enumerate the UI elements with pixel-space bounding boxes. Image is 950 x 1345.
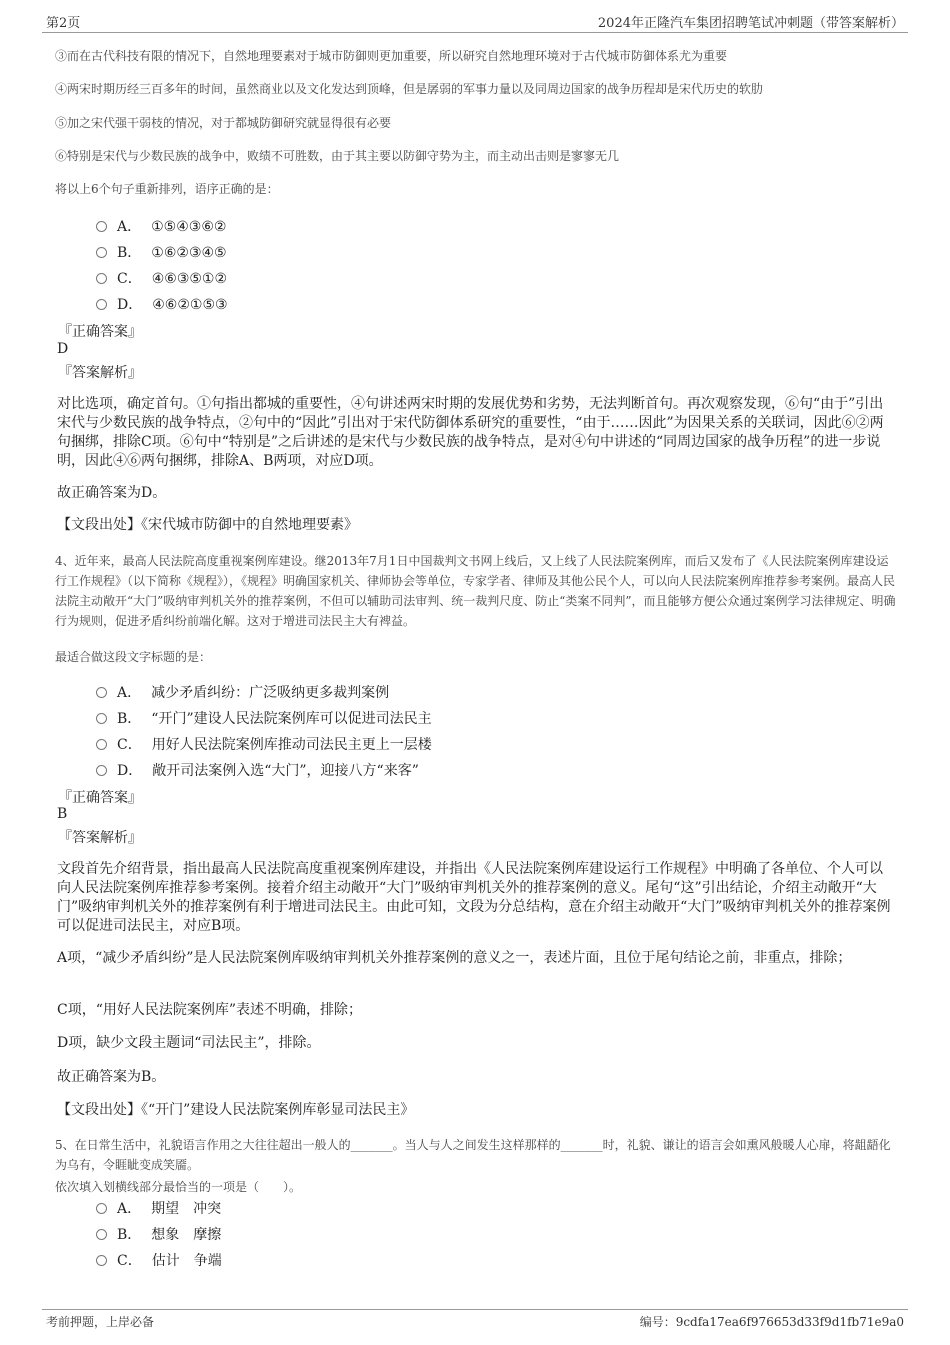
radio-icon[interactable] [96, 739, 107, 750]
q5-stem: 5、在日常生活中，礼貌语言作用之大往往超出一般人的_______。当人与人之间发生这样那样的_______时，礼貌、谦让的语言会如熏风般暖人心扉，将龃龉化为乌有，令睚眦变成笑靥。 [55, 1138, 891, 1172]
radio-icon[interactable] [96, 221, 107, 232]
radio-icon[interactable] [96, 713, 107, 724]
q3-answer: D [57, 341, 69, 357]
q3-analysis-heading: 『答案解析』 [58, 365, 142, 381]
radio-icon[interactable] [96, 687, 107, 698]
q5-option-a[interactable]: A． 期望 冲突 [96, 1198, 221, 1218]
footer-slogan: 考前押题，上岸必备 [46, 1315, 155, 1329]
radio-icon[interactable] [96, 247, 107, 258]
q4-analysis-a: A项，“减少矛盾纠纷”是人民法院案例库吸纳审判机关外推荐案例的意义之一，表述片面，且位于尾句结论之前，非重点，排除； [57, 950, 852, 966]
q5-option-c[interactable]: C． 估计 争端 [96, 1250, 222, 1270]
q3-option-b[interactable]: B． ①⑥②③④⑤ [96, 242, 227, 262]
q4-option-b[interactable]: B． “开门”建设人民法院案例库可以促进司法民主 [96, 708, 432, 728]
q4-analysis-d: D项，缺少文段主题词“司法民主”，排除。 [57, 1035, 321, 1051]
document-title: 2024年正隆汽车集团招聘笔试冲刺题（带答案解析） [597, 16, 904, 31]
footer-rule [42, 1309, 908, 1310]
q3-source: 【文段出处】《宋代城市防御中的自然地理要素》 [57, 517, 358, 533]
document-id: 编号：9cdfa17ea6f976653d33f9d1fb71e9a0 [639, 1315, 904, 1329]
q4-analysis: 文段首先介绍背景，指出最高人民法院高度重视案例库建设，并指出《人民法院案例库建设运行工作规程》中明确了各单位、个人可以向人民法院案例库推荐参考案例。接着介绍主动敞开“大门”吸纳审判机关外的推荐案例的意义。尾句“这”引出结论，介绍主动敞开“大门”吸纳审判机关外的推荐案例有利于增进司法民主。由此可知，文段为分总结构，意在介绍主动敞开“大门”吸纳审判机关外的推荐案例可以促进司法民主，对应B项。 [57, 861, 891, 934]
q5-prompt: 依次填入划横线部分最恰当的一项是（ ）。 [55, 1180, 302, 1194]
radio-icon[interactable] [96, 765, 107, 776]
q5-option-b[interactable]: B． 想象 摩擦 [96, 1224, 221, 1244]
radio-icon[interactable] [96, 273, 107, 284]
q3-option-c[interactable]: C． ④⑥③⑤①② [96, 268, 227, 288]
sentence-5: ⑤加之宋代强干弱枝的情况，对于都城防御研究就显得很有必要 [55, 116, 392, 130]
radio-icon[interactable] [96, 1255, 107, 1266]
sentence-3: ③而在古代科技有限的情况下，自然地理要素对于城市防御则更加重要，所以研究自然地理环境对于古代城市防御体系尤为重要 [55, 49, 728, 63]
q4-stem: 4、近年来，最高人民法院高度重视案例库建设。继2013年7月1日中国裁判文书网上线后，又上线了人民法院案例库，而后又发布了《人民法院案例库建设运行工作规程》（以下简称《规程》），《规程》明确国家机关、律师协会等单位，专家学者、律师及其他公民个人，可以向人民法院案例库推荐参考案例。最高人民法院主动敞开“大门”吸纳审判机关外的推荐案例，不但可以辅助司法审判、统一裁判尺度、防止“类案不同判”，而且能够方便公众通过案例学习法律规定、明确行为规则，促进矛盾纠纷前端化解。这对于增进司法民主大有裨益。 [55, 554, 896, 628]
q4-option-a[interactable]: A． 减少矛盾纠纷：广泛吸纳更多裁判案例 [96, 682, 389, 702]
radio-icon[interactable] [96, 1229, 107, 1240]
sentence-4: ④两宋时期历经三百多年的时间，虽然商业以及文化发达到顶峰，但是孱弱的军事力量以及同周边国家的战争历程却是宋代历史的软肋 [55, 82, 764, 96]
q4-source: 【文段出处】《“开门”建设人民法院案例库彰显司法民主》 [57, 1102, 415, 1118]
header-rule [42, 32, 908, 33]
radio-icon[interactable] [96, 1203, 107, 1214]
q3-answer-heading: 『正确答案』 [58, 324, 142, 340]
q4-conclusion: 故正确答案为B。 [57, 1069, 166, 1085]
q4-prompt: 最适合做这段文字标题的是： [55, 650, 212, 664]
q3-option-a[interactable]: A． ①⑤④③⑥② [96, 216, 226, 236]
q4-analysis-c: C项，“用好人民法院案例库”表述不明确，排除； [57, 1002, 363, 1018]
q4-answer-heading: 『正确答案』 [58, 790, 142, 806]
q4-option-c[interactable]: C． 用好人民法院案例库推动司法民主更上一层楼 [96, 734, 432, 754]
q4-answer: B [57, 806, 68, 822]
radio-icon[interactable] [96, 299, 107, 310]
q4-option-d[interactable]: D． 敞开司法案例入选“大门”，迎接八方“来客” [96, 760, 419, 780]
q3-conclusion: 故正确答案为D。 [57, 485, 167, 501]
q3-analysis: 对比选项，确定首句。①句指出都城的重要性，④句讲述两宋时期的发展优势和劣势，无法判断首句。再次观察发现，⑥句“由于”引出宋代与少数民族的战争特点，②句中的“因此”引出对于宋代防御体系研究的重要性，“由于……因此”为因果关系的关联词，因此⑥②两句捆绑，排除C项。⑥句中“特别是”之后讲述的是宋代与少数民族的战争特点，是对④句中讲述的“同周边国家的战争历程”的进一步说明，因此④⑥两句捆绑，排除A、B两项，对应D项。 [57, 396, 884, 469]
page-number: 第2页 [46, 16, 81, 31]
q3-prompt: 将以上6个句子重新排列，语序正确的是： [55, 182, 279, 196]
q3-option-d[interactable]: D． ④⑥②①⑤③ [96, 294, 228, 314]
sentence-6: ⑥特别是宋代与少数民族的战争中，败绩不可胜数，由于其主要以防御守势为主，而主动出击则是寥寥无几 [55, 149, 620, 163]
q4-analysis-heading: 『答案解析』 [58, 830, 142, 846]
